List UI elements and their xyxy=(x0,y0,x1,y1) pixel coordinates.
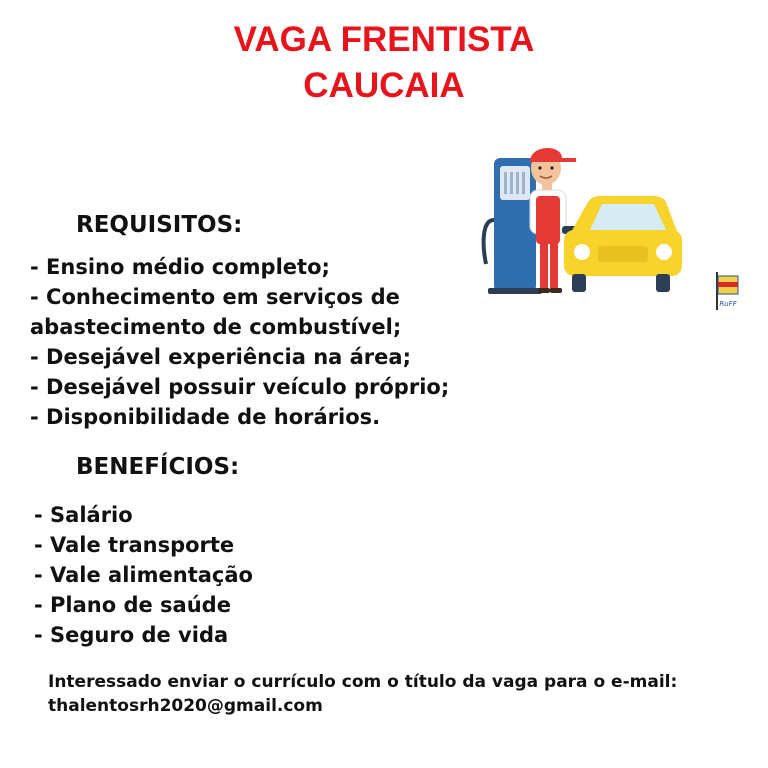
flag-logo-icon xyxy=(714,270,742,312)
benefits-heading: BENEFÍCIOS: xyxy=(76,454,240,480)
list-item: - Seguro de vida xyxy=(34,623,229,647)
page-title-line1: VAGA FRENTISTA xyxy=(233,20,535,59)
page-title-line2: CAUCAIA xyxy=(303,66,465,105)
list-item: - Plano de saúde xyxy=(34,593,231,617)
benefits-list xyxy=(34,500,253,650)
list-item: - Vale transporte xyxy=(34,533,235,557)
list-item: - Salário xyxy=(34,503,133,527)
contact-instructions: Interessado enviar o currículo com o título da vaga para o e-mail: thalentosrh2020@gmail.com xyxy=(48,672,678,716)
watermark-text: RuFF xyxy=(719,300,737,308)
requirements-heading: REQUISITOS: xyxy=(76,212,243,238)
list-item: - Desejável experiência na área; xyxy=(30,345,411,369)
gas-station-attendant-icon xyxy=(478,134,684,300)
list-item: - Vale alimentação xyxy=(34,563,253,587)
list-item: - Conhecimento em serviços de xyxy=(30,285,400,309)
list-item: - Desejável possuir veículo próprio; xyxy=(30,375,450,399)
list-item: abastecimento de combustível; xyxy=(30,315,402,339)
list-item: - Ensino médio completo; xyxy=(30,255,330,279)
list-item: - Disponibilidade de horários. xyxy=(30,405,381,429)
requirements-list xyxy=(30,252,449,432)
